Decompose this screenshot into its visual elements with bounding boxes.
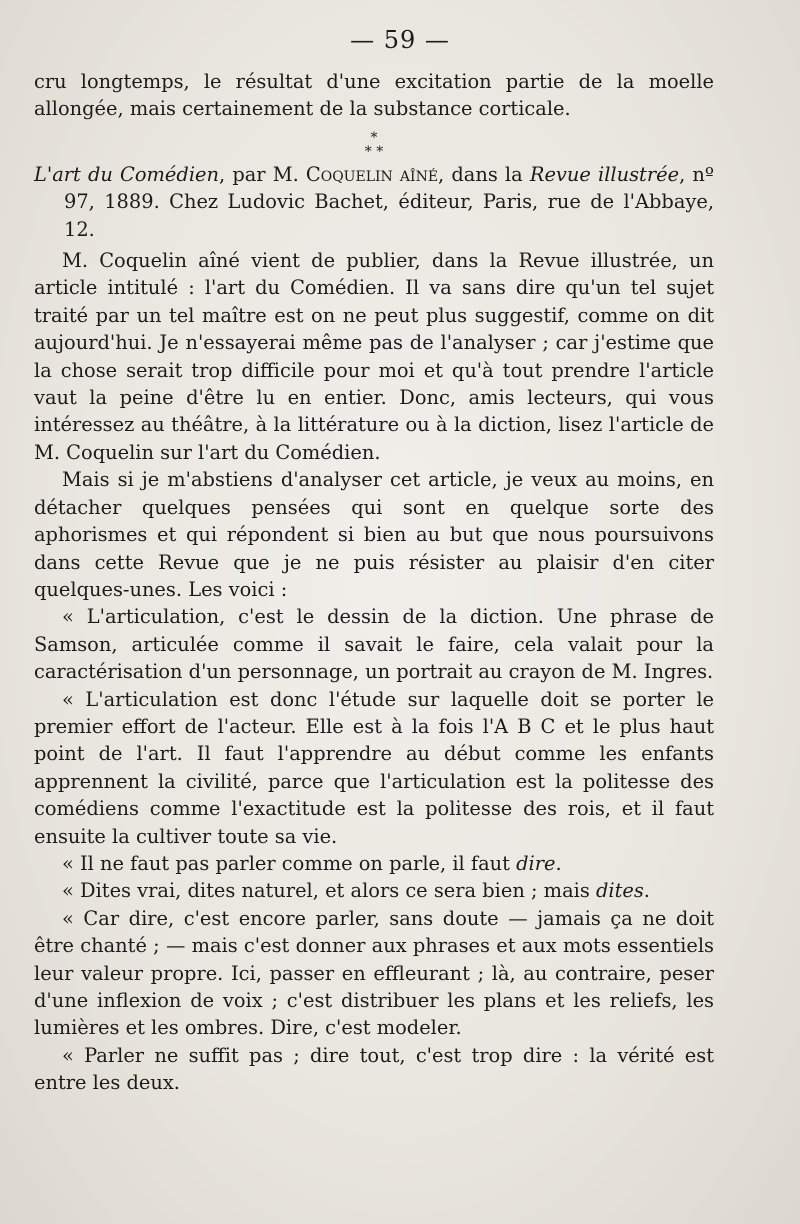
quote-paragraph-4: [34, 877, 714, 904]
quote-3-emphasis: dire: [516, 851, 556, 875]
quote-4-emphasis: dites: [595, 879, 644, 903]
paragraph-1: M. Coquelin aîné vient de publier, dans la Revue illustrée, un article intitulé : l'art du Comédien. Il va sans dire qu'un tel sujet traité par un tel maître est on ne peut plus suggestif, comme on dit aujourd'hui. Je n'essayerai même pas de l'analyser ; car j'estime que la chose serait trop difficile pour moi et qu'à tout prendre l'article vaut la peine d'être lu en entier. Donc, amis lecteurs, qui vous intéressez au théâtre, à la littérature ou à la diction, lisez l'article de M. Coquelin sur l'art du Comédien.: [34, 249, 714, 464]
quote-4-end: .: [643, 879, 650, 903]
separator-star-top: *: [370, 129, 378, 146]
quote-paragraph-1: « L'articulation, c'est le dessin de la diction. Une phrase de Samson, articulée comme il savait le faire, cela valait pour la caractérisation d'un personnage, un portrait au crayon de M. Ingres.: [34, 605, 714, 684]
quote-3-end: .: [555, 851, 562, 875]
quote-paragraph-5: « Car dire, c'est encore parler, sans doute — jamais ça ne doit être chanté ; — mais c'est donner aux phrases et aux mots essentiels leur valeur propre. Ici, passer en effleurant ; là, au contraire, peser d'une inflexion de voix ; c'est distribuer les plans et les reliefs, les lumières et les ombres. Dire, c'est modeler.: [34, 906, 714, 1040]
paragraph-2: Mais si je m'abstiens d'analyser cet article, je veux au moins, en détacher quelques pensées qui sont en quelque sorte des aphorismes et qui répondent si bien au but que nous poursuivons dans cette Revue que je ne puis résister au plaisir d'en citer quelques-unes. Les voici :: [34, 468, 714, 601]
quote-paragraph-2: « L'articulation est donc l'étude sur laquelle doit se porter le premier effort de l'acteur. Elle est à la fois l'A B C et le plus haut point de l'art. Il faut l'apprendre au début comme les enfants apprennent la civilité, parce que l'articulation est la politesse des comédiens comme l'exactitude est la politesse des rois, et il faut ensuite la cultiver toute sa vie.: [34, 687, 714, 848]
quote-paragraph-3: [34, 850, 714, 877]
section-separator: [34, 131, 714, 159]
reference-text-1: , par M.: [219, 162, 306, 186]
quote-3-text: « Il ne faut pas parler comme on parle, il faut: [62, 851, 517, 875]
reference-author: Coquelin aîné: [305, 162, 439, 186]
reference-title: L'art du Comédien: [34, 162, 219, 186]
continuation-paragraph: cru longtemps, le résultat d'une excitation partie de la moelle allongée, mais certainement de la substance corticale.: [34, 70, 714, 121]
separator-stars-bottom: * *: [364, 143, 384, 160]
quote-4-text: « Dites vrai, dites naturel, et alors ce sera bien ; mais: [62, 879, 596, 903]
page-body: [34, 68, 714, 1097]
reference-journal: Revue illustrée: [529, 162, 680, 186]
page-number: — 59 —: [350, 26, 450, 54]
bibliographic-reference: [34, 161, 714, 243]
quote-paragraph-6: « Parler ne suffit pas ; dire tout, c'est trop dire : la vérité est entre les deux.: [34, 1043, 714, 1095]
reference-text-2: , dans la: [438, 162, 530, 186]
reference-text-3: , nº 97, 1889. Chez Ludovic Bachet, éditeur, Paris, rue de l'Abbaye, 12.: [64, 162, 715, 241]
